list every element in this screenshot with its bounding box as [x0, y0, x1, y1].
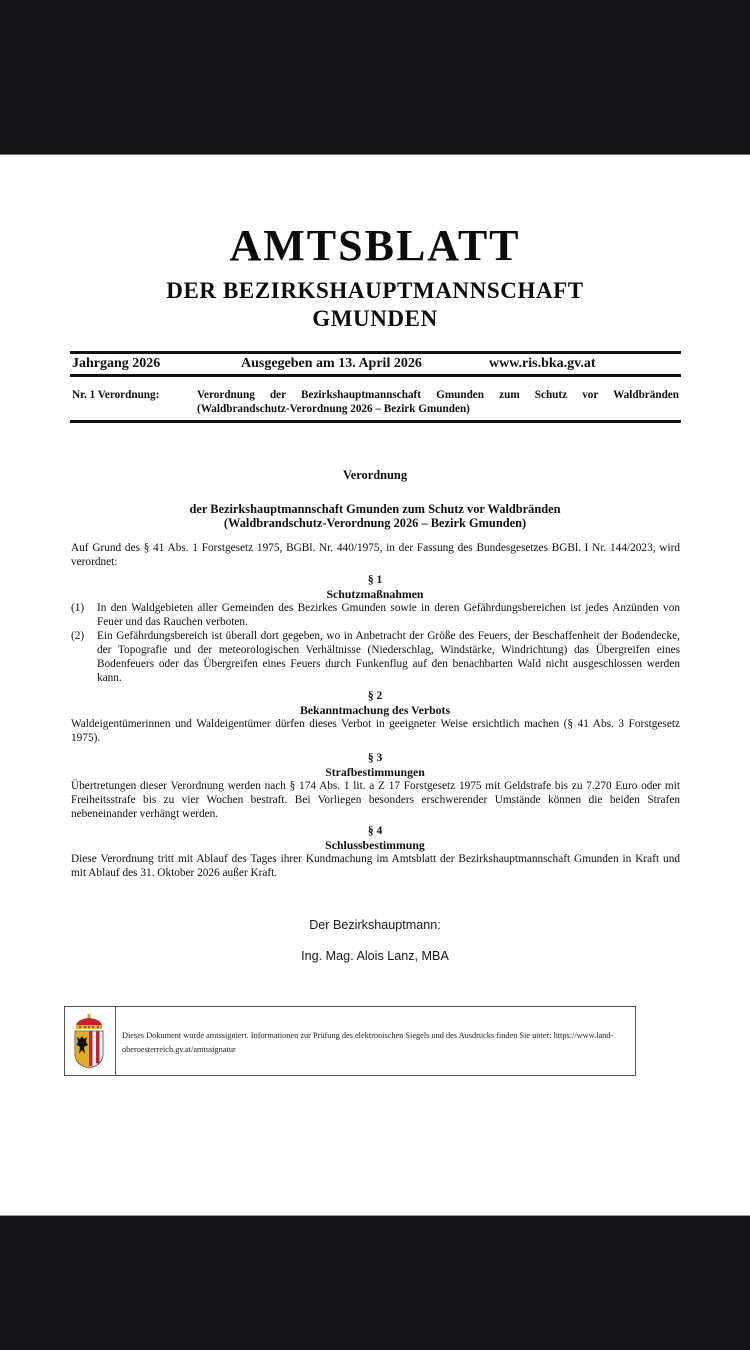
masthead-subtitle: DER BEZIRKSHAUPTMANNSCHAFT: [166, 278, 584, 303]
section-title: Bekanntmachung des Verbots: [299, 703, 451, 717]
list-item-number: (2): [71, 630, 85, 642]
issue-date: Ausgegeben am 13. April 2026: [241, 356, 422, 371]
section-title: Strafbestimmungen: [325, 765, 425, 779]
ordinance-short-title: (Waldbrandschutz-Verordnung 2026 – Bezirk Gmunden): [223, 516, 527, 530]
signatory-name: Ing. Mag. Alois Lanz, MBA: [301, 949, 449, 963]
issue-info-row: [70, 354, 681, 373]
list-item-text: In den Waldgebieten aller Gemeinden des Bezirkes Gmunden sowie in deren Gefährdungsbereichen ist jedes Anzünden von Feuer und das Rauchen verboten.: [97, 602, 680, 628]
entry-label: Nr. 1 Verordnung:: [72, 389, 160, 401]
list-item-number: (1): [71, 602, 85, 614]
section-text: Waldeigentümerinnen und Waldeigentümer dürfen dieses Verbot in geeigneter Weise ersichtlich machen (§ 41 Abs. 3 Forstgesetz 1975).: [71, 718, 680, 744]
masthead-district: GMUNDEN: [312, 306, 438, 331]
list-item-text: Ein Gefährdungsbereich ist überall dort gegeben, wo in Anbetracht der Größe des Feuers, der Beschaffenheit der Bodendecke, der Topografie und der meteorologischen Verhältnisse (Niederschlag, Windstärke, Windrichtung) das Übergreifen eines Bodenfeuers oder das Übergreifen eines Feuers durch Funkenflug auf den benachbarten Wald nicht ausgeschlossen werden kann.: [97, 630, 680, 684]
preamble-text: Auf Grund des § 41 Abs. 1 Forstgesetz 1975, BGBl. Nr. 440/1975, in der Fassung des Bundesgesetzes BGBl. I Nr. 144/2023, wird verordnet:: [71, 542, 680, 568]
divider-rule: [70, 420, 681, 423]
signatory-role: Der Bezirkshauptmann:: [309, 918, 441, 932]
masthead-title: AMTSBLATT: [229, 221, 521, 270]
section-number: § 1: [367, 574, 383, 586]
bottom-black-bar: [0, 1215, 750, 1350]
section-title: Schutzmaßnahmen: [326, 587, 424, 601]
section-number: § 4: [367, 825, 383, 837]
seal-notice-text: Dieses Dokument wurde amtssigniert. Informationen zur Prüfung des elektronischen Siegels und des Ausdrucks finden Sie unter: https://www.land-oberoesterreich.gv.at/amtssignatur: [122, 1031, 614, 1054]
divider-rule: [70, 374, 681, 377]
entry-subtitle: (Waldbrandschutz-Verordnung 2026 – Bezirk Gmunden): [197, 403, 470, 415]
ordinance-title: der Bezirkshauptmannschaft Gmunden zum Schutz vor Waldbränden: [189, 502, 561, 516]
ordinance-heading: Verordnung: [342, 468, 408, 482]
entry-title: Verordnung der Bezirkshauptmannschaft Gmunden zum Schutz vor Waldbränden: [197, 389, 679, 401]
list-item: [71, 629, 680, 685]
official-seal-box: [64, 1006, 636, 1076]
section-number: § 3: [367, 752, 383, 764]
coat-of-arms-icon: [72, 1014, 106, 1069]
section-number: § 2: [367, 690, 383, 702]
issue-year: Jahrgang 2026: [72, 356, 161, 371]
list-item: [71, 601, 680, 629]
document-page: [0, 155, 750, 1215]
top-black-bar: [0, 0, 750, 155]
section-title: Schlussbestimmung: [325, 838, 425, 852]
seal-logo-cell: [65, 1007, 116, 1075]
section-text: Diese Verordnung tritt mit Ablauf des Tages ihrer Kundmachung im Amtsblatt der Bezirkshauptmannschaft Gmunden in Kraft und mit Ablauf des 31. Oktober 2026 außer Kraft.: [71, 853, 680, 879]
issue-url-link[interactable]: www.ris.bka.gv.at: [489, 356, 596, 371]
section-text: Übertretungen dieser Verordnung werden nach § 174 Abs. 1 lit. a Z 17 Forstgesetz 1975 mit Geldstrafe bis zu 7.270 Euro oder mit Freiheitsstrafe bis zu vier Wochen bestraft. Bei Vorliegen besonders erschwerender Umstände können die beiden Strafen nebeneinander verhängt werden.: [71, 780, 680, 820]
